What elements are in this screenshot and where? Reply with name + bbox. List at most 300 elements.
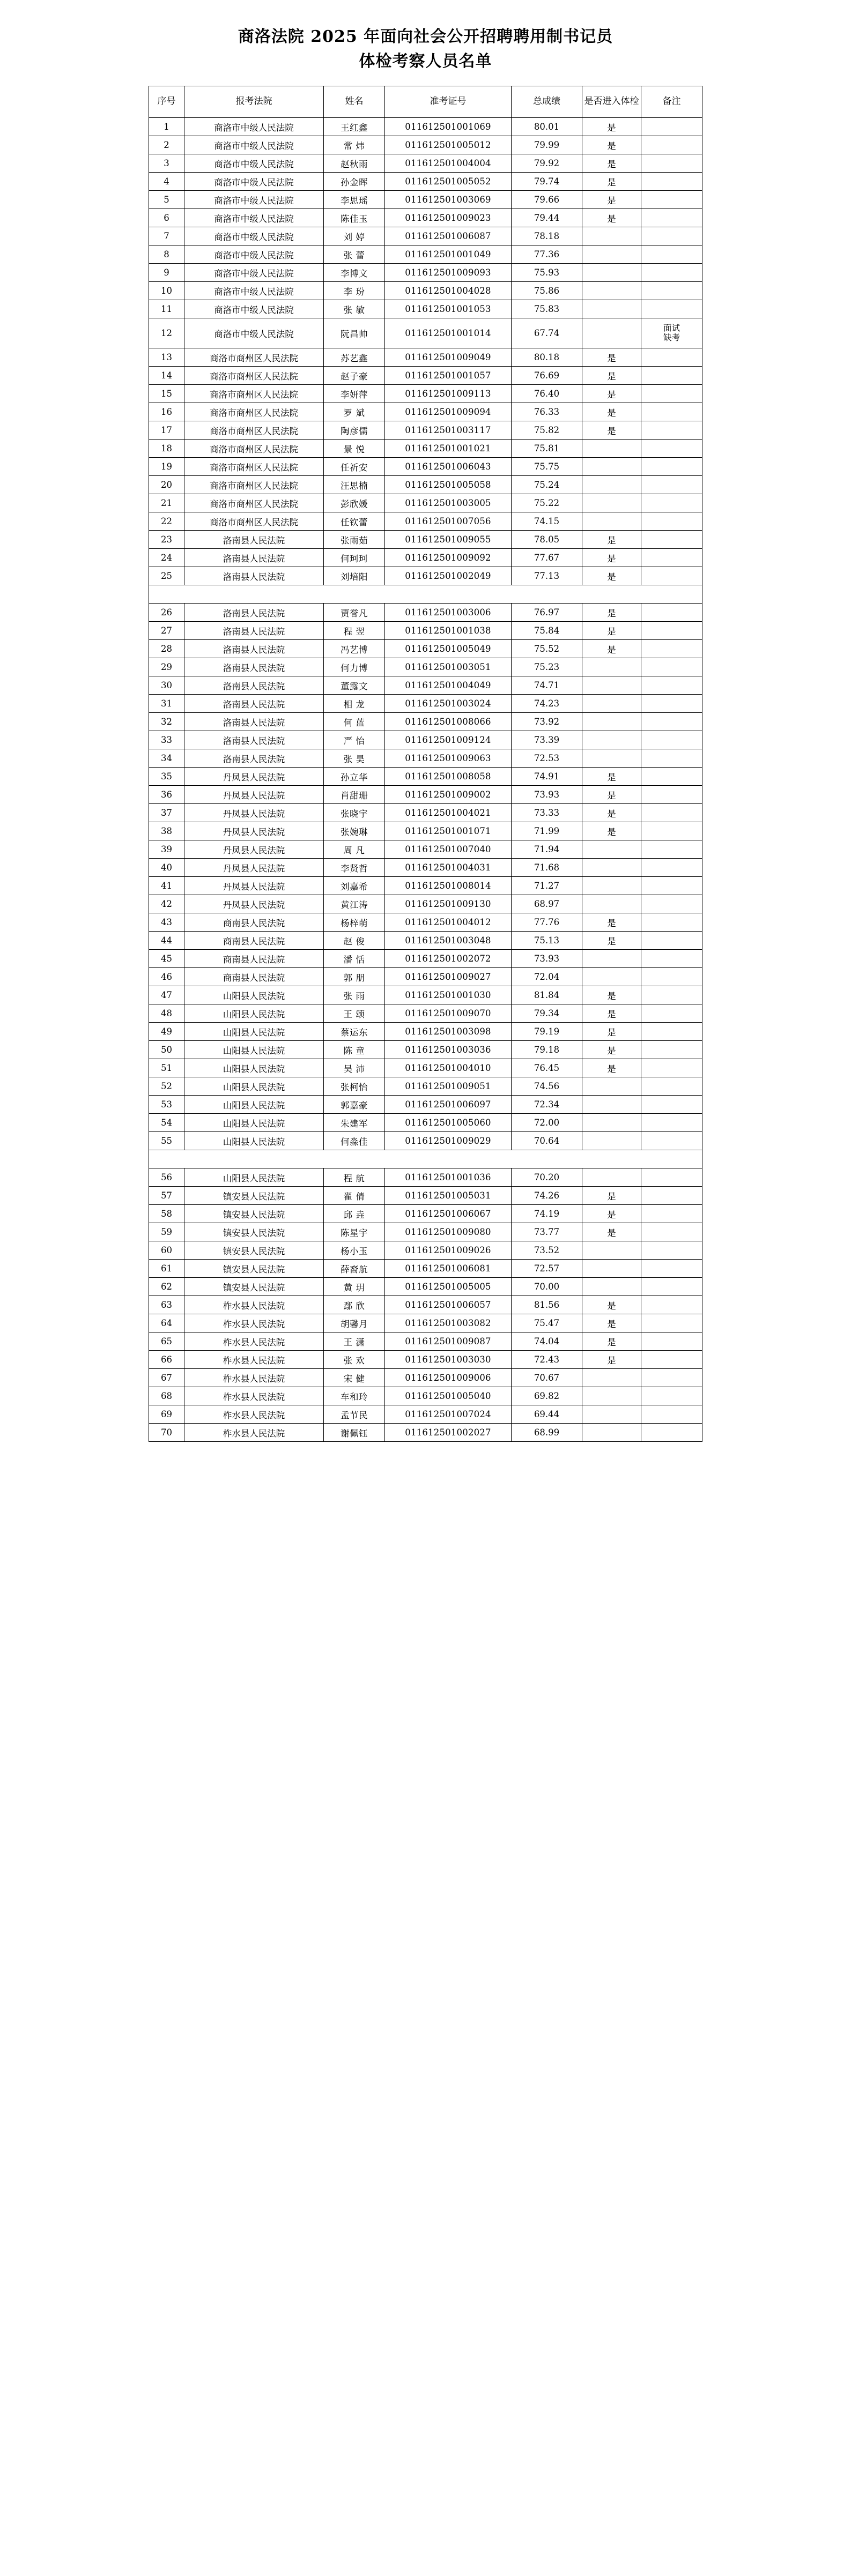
cell-name: 张柯怡 [324, 1077, 385, 1096]
cell-score: 71.27 [512, 877, 582, 895]
cell-name: 彭欣媛 [324, 494, 385, 512]
cell-name: 杨梓萌 [324, 913, 385, 932]
cell-remark [641, 877, 702, 895]
cell-exam [582, 1114, 641, 1132]
cell-exam: 是 [582, 622, 641, 640]
cell-seq: 57 [149, 1187, 184, 1205]
table-row [149, 1223, 702, 1241]
cell-exam: 是 [582, 913, 641, 932]
cell-seq: 36 [149, 786, 184, 804]
cell-score: 75.83 [512, 300, 582, 318]
cell-ticket: 011612501003024 [385, 695, 512, 713]
cell-ticket: 011612501001036 [385, 1168, 512, 1187]
cell-remark [641, 1296, 702, 1314]
cell-name: 何珂珂 [324, 549, 385, 567]
cell-remark [641, 136, 702, 154]
cell-court: 镇安县人民法院 [184, 1187, 324, 1205]
cell-name: 朱建军 [324, 1114, 385, 1132]
cell-exam: 是 [582, 118, 641, 136]
cell-remark [641, 859, 702, 877]
cell-score: 76.40 [512, 385, 582, 403]
cell-name: 赵 俊 [324, 932, 385, 950]
cell-exam [582, 658, 641, 676]
cell-score: 76.33 [512, 403, 582, 421]
cell-exam: 是 [582, 385, 641, 403]
cell-remark [641, 804, 702, 822]
cell-name: 贾誉凡 [324, 604, 385, 622]
cell-ticket: 011612501006081 [385, 1260, 512, 1278]
cell-score: 70.20 [512, 1168, 582, 1187]
cell-seq: 53 [149, 1096, 184, 1114]
cell-remark [641, 1332, 702, 1351]
cell-name: 刘培阳 [324, 567, 385, 585]
cell-exam: 是 [582, 1041, 641, 1059]
table-row [149, 1332, 702, 1351]
cell-seq: 10 [149, 282, 184, 300]
table-row [149, 1205, 702, 1223]
cell-exam: 是 [582, 1059, 641, 1077]
cell-ticket: 011612501003051 [385, 658, 512, 676]
cell-ticket: 011612501005005 [385, 1278, 512, 1296]
cell-ticket: 011612501007024 [385, 1405, 512, 1424]
cell-remark [641, 622, 702, 640]
cell-ticket: 011612501007056 [385, 512, 512, 531]
cell-score: 71.99 [512, 822, 582, 840]
cell-score: 74.71 [512, 676, 582, 695]
cell-score: 73.93 [512, 950, 582, 968]
cell-name: 孙立华 [324, 768, 385, 786]
cell-score: 73.33 [512, 804, 582, 822]
column-header-remark: 备注 [641, 86, 702, 118]
cell-remark [641, 440, 702, 458]
cell-exam: 是 [582, 1314, 641, 1332]
cell-court: 镇安县人民法院 [184, 1223, 324, 1241]
cell-court: 洛南县人民法院 [184, 622, 324, 640]
cell-court: 山阳县人民法院 [184, 1059, 324, 1077]
cell-remark [641, 1059, 702, 1077]
cell-court: 镇安县人民法院 [184, 1278, 324, 1296]
cell-ticket: 011612501003036 [385, 1041, 512, 1059]
cell-remark [641, 421, 702, 440]
cell-score: 79.92 [512, 154, 582, 173]
cell-remark [641, 367, 702, 385]
cell-name: 黄江涛 [324, 895, 385, 913]
cell-name: 李 玢 [324, 282, 385, 300]
cell-ticket: 011612501005060 [385, 1114, 512, 1132]
cell-score: 77.13 [512, 567, 582, 585]
cell-score: 68.99 [512, 1424, 582, 1442]
cell-remark [641, 476, 702, 494]
table-row [149, 245, 702, 264]
cell-remark [641, 713, 702, 731]
cell-exam [582, 731, 641, 749]
table-row [149, 1132, 702, 1150]
cell-ticket: 011612501009026 [385, 1241, 512, 1260]
cell-court: 商洛市商州区人民法院 [184, 403, 324, 421]
cell-exam: 是 [582, 549, 641, 567]
cell-score: 73.77 [512, 1223, 582, 1241]
cell-seq: 60 [149, 1241, 184, 1260]
cell-score: 74.91 [512, 768, 582, 786]
cell-seq: 66 [149, 1351, 184, 1369]
table-row [149, 1059, 702, 1077]
cell-ticket: 011612501005052 [385, 173, 512, 191]
table-row [149, 658, 702, 676]
table-row [149, 403, 702, 421]
cell-court: 商洛市商州区人民法院 [184, 512, 324, 531]
cell-exam [582, 968, 641, 986]
cell-ticket: 011612501001014 [385, 318, 512, 348]
cell-seq: 26 [149, 604, 184, 622]
cell-seq: 59 [149, 1223, 184, 1241]
cell-exam [582, 458, 641, 476]
cell-ticket: 011612501009087 [385, 1332, 512, 1351]
cell-ticket: 011612501009029 [385, 1132, 512, 1150]
cell-name: 常 炜 [324, 136, 385, 154]
table-row [149, 1424, 702, 1442]
cell-ticket: 011612501004010 [385, 1059, 512, 1077]
table-row [149, 458, 702, 476]
cell-remark [641, 118, 702, 136]
cell-score: 70.67 [512, 1369, 582, 1387]
cell-score: 74.15 [512, 512, 582, 531]
cell-exam: 是 [582, 191, 641, 209]
cell-exam: 是 [582, 154, 641, 173]
cell-seq: 16 [149, 403, 184, 421]
cell-name: 罗 斌 [324, 403, 385, 421]
table-row [149, 440, 702, 458]
cell-seq: 5 [149, 191, 184, 209]
cell-score: 72.00 [512, 1114, 582, 1132]
table-row [149, 1114, 702, 1132]
cell-ticket: 011612501004031 [385, 859, 512, 877]
cell-score: 75.86 [512, 282, 582, 300]
cell-ticket: 011612501002027 [385, 1424, 512, 1442]
table-row [149, 859, 702, 877]
cell-remark [641, 549, 702, 567]
cell-court: 商南县人民法院 [184, 932, 324, 950]
cell-exam: 是 [582, 604, 641, 622]
cell-exam [582, 950, 641, 968]
cell-name: 周 凡 [324, 840, 385, 859]
cell-seq: 41 [149, 877, 184, 895]
cell-court: 丹凤县人民法院 [184, 859, 324, 877]
cell-seq: 7 [149, 227, 184, 245]
cell-seq: 12 [149, 318, 184, 348]
cell-remark [641, 786, 702, 804]
cell-exam: 是 [582, 986, 641, 1004]
table-header [149, 86, 702, 118]
cell-seq: 28 [149, 640, 184, 658]
cell-name: 李贤哲 [324, 859, 385, 877]
column-header-name: 姓名 [324, 86, 385, 118]
cell-score: 68.97 [512, 895, 582, 913]
cell-seq: 17 [149, 421, 184, 440]
cell-exam [582, 1096, 641, 1114]
cell-ticket: 011612501009023 [385, 209, 512, 227]
cell-name: 郭嘉豪 [324, 1096, 385, 1114]
cell-ticket: 011612501001038 [385, 622, 512, 640]
cell-court: 商南县人民法院 [184, 913, 324, 932]
cell-exam: 是 [582, 640, 641, 658]
cell-exam [582, 695, 641, 713]
cell-name: 王 颂 [324, 1004, 385, 1023]
table-row [149, 567, 702, 585]
table-row [149, 768, 702, 786]
cell-ticket: 011612501003048 [385, 932, 512, 950]
cell-remark [641, 458, 702, 476]
cell-score: 71.94 [512, 840, 582, 859]
cell-name: 赵秋雨 [324, 154, 385, 173]
cell-seq: 18 [149, 440, 184, 458]
cell-exam: 是 [582, 403, 641, 421]
cell-ticket: 011612501003030 [385, 1351, 512, 1369]
cell-remark [641, 245, 702, 264]
cell-name: 吴 沛 [324, 1059, 385, 1077]
cell-remark [641, 1351, 702, 1369]
cell-court: 商洛市中级人民法院 [184, 136, 324, 154]
cell-name: 任钦蕾 [324, 512, 385, 531]
cell-ticket: 011612501005031 [385, 1187, 512, 1205]
cell-court: 洛南县人民法院 [184, 713, 324, 731]
table-row [149, 968, 702, 986]
cell-court: 丹凤县人民法院 [184, 804, 324, 822]
cell-score: 77.67 [512, 549, 582, 567]
cell-ticket: 011612501001053 [385, 300, 512, 318]
cell-name: 孟节民 [324, 1405, 385, 1424]
cell-ticket: 011612501001030 [385, 986, 512, 1004]
table-row [149, 531, 702, 549]
cell-court: 洛南县人民法院 [184, 549, 324, 567]
cell-score: 67.74 [512, 318, 582, 348]
cell-court: 丹凤县人民法院 [184, 840, 324, 859]
cell-ticket: 011612501009006 [385, 1369, 512, 1387]
cell-remark [641, 731, 702, 749]
cell-seq: 40 [149, 859, 184, 877]
cell-exam [582, 245, 641, 264]
table-row [149, 840, 702, 859]
cell-name: 宋 健 [324, 1369, 385, 1387]
table-row [149, 622, 702, 640]
cell-score: 72.53 [512, 749, 582, 768]
cell-seq: 65 [149, 1332, 184, 1351]
cell-seq: 20 [149, 476, 184, 494]
cell-seq: 8 [149, 245, 184, 264]
cell-score: 73.93 [512, 786, 582, 804]
page-gap [149, 1150, 702, 1168]
cell-exam [582, 1241, 641, 1260]
cell-ticket: 011612501009002 [385, 786, 512, 804]
cell-remark [641, 1314, 702, 1332]
cell-court: 山阳县人民法院 [184, 1023, 324, 1041]
cell-remark [641, 658, 702, 676]
cell-remark [641, 209, 702, 227]
cell-score: 72.34 [512, 1096, 582, 1114]
cell-court: 商南县人民法院 [184, 968, 324, 986]
cell-name: 张晓宇 [324, 804, 385, 822]
cell-name: 翟 倩 [324, 1187, 385, 1205]
cell-exam [582, 227, 641, 245]
cell-name: 鄢 欣 [324, 1296, 385, 1314]
cell-exam [582, 440, 641, 458]
cell-court: 洛南县人民法院 [184, 531, 324, 549]
cell-remark [641, 676, 702, 695]
cell-seq: 37 [149, 804, 184, 822]
cell-court: 洛南县人民法院 [184, 658, 324, 676]
cell-ticket: 011612501003082 [385, 1314, 512, 1332]
cell-seq: 62 [149, 1278, 184, 1296]
cell-remark [641, 282, 702, 300]
cell-remark [641, 531, 702, 549]
table-row [149, 494, 702, 512]
cell-court: 山阳县人民法院 [184, 1096, 324, 1114]
cell-court: 商洛市商州区人民法院 [184, 385, 324, 403]
table-row [149, 986, 702, 1004]
cell-ticket: 011612501009049 [385, 348, 512, 367]
cell-name: 何 蓝 [324, 713, 385, 731]
cell-exam: 是 [582, 209, 641, 227]
cell-court: 商洛市中级人民法院 [184, 282, 324, 300]
cell-court: 丹凤县人民法院 [184, 786, 324, 804]
cell-ticket: 011612501009070 [385, 1004, 512, 1023]
cell-exam [582, 895, 641, 913]
cell-court: 柞水县人民法院 [184, 1424, 324, 1442]
cell-court: 镇安县人民法院 [184, 1241, 324, 1260]
cell-score: 75.23 [512, 658, 582, 676]
cell-exam: 是 [582, 804, 641, 822]
cell-ticket: 011612501005040 [385, 1387, 512, 1405]
cell-remark [641, 227, 702, 245]
cell-seq: 43 [149, 913, 184, 932]
cell-name: 何淼佳 [324, 1132, 385, 1150]
column-header-seq: 序号 [149, 86, 184, 118]
cell-seq: 6 [149, 209, 184, 227]
cell-exam: 是 [582, 1351, 641, 1369]
cell-name: 董露文 [324, 676, 385, 695]
cell-name: 李妍萍 [324, 385, 385, 403]
table-row [149, 604, 702, 622]
cell-score: 80.18 [512, 348, 582, 367]
cell-ticket: 011612501008014 [385, 877, 512, 895]
cell-name: 潘 恬 [324, 950, 385, 968]
cell-exam [582, 713, 641, 731]
cell-score: 75.82 [512, 421, 582, 440]
cell-seq: 42 [149, 895, 184, 913]
cell-remark [641, 1132, 702, 1150]
cell-exam [582, 1369, 641, 1387]
table-row [149, 191, 702, 209]
cell-exam [582, 318, 641, 348]
cell-name: 刘嘉希 [324, 877, 385, 895]
cell-ticket: 011612501001071 [385, 822, 512, 840]
cell-name: 汪思楠 [324, 476, 385, 494]
cell-ticket: 011612501006067 [385, 1205, 512, 1223]
table-row [149, 549, 702, 567]
table-row [149, 913, 702, 932]
table-row [149, 1296, 702, 1314]
cell-seq: 27 [149, 622, 184, 640]
cell-exam [582, 512, 641, 531]
table-row [149, 804, 702, 822]
cell-remark [641, 385, 702, 403]
cell-score: 74.26 [512, 1187, 582, 1205]
table-row [149, 173, 702, 191]
cell-remark [641, 1260, 702, 1278]
table-row [149, 154, 702, 173]
table-row [149, 1351, 702, 1369]
table-body [149, 118, 702, 1442]
cell-ticket: 011612501004049 [385, 676, 512, 695]
cell-exam: 是 [582, 136, 641, 154]
cell-seq: 50 [149, 1041, 184, 1059]
cell-score: 77.36 [512, 245, 582, 264]
cell-exam [582, 264, 641, 282]
cell-court: 洛南县人民法院 [184, 567, 324, 585]
cell-remark [641, 1077, 702, 1096]
cell-name: 王 潇 [324, 1332, 385, 1351]
cell-score: 69.82 [512, 1387, 582, 1405]
cell-remark [641, 264, 702, 282]
cell-name: 陶彦儒 [324, 421, 385, 440]
cell-name: 任祈安 [324, 458, 385, 476]
cell-court: 柞水县人民法院 [184, 1387, 324, 1405]
column-header-exam: 是否进入体检 [582, 86, 641, 118]
table-row [149, 1023, 702, 1041]
cell-seq: 58 [149, 1205, 184, 1223]
cell-remark [641, 604, 702, 622]
cell-seq: 2 [149, 136, 184, 154]
cell-name: 张 蕾 [324, 245, 385, 264]
cell-seq: 46 [149, 968, 184, 986]
table-row [149, 385, 702, 403]
cell-ticket: 011612501002072 [385, 950, 512, 968]
cell-court: 商洛市商州区人民法院 [184, 440, 324, 458]
cell-court: 丹凤县人民法院 [184, 768, 324, 786]
cell-score: 77.76 [512, 913, 582, 932]
page-gap-cell [149, 1150, 702, 1168]
cell-court: 商洛市中级人民法院 [184, 318, 324, 348]
table-row [149, 421, 702, 440]
cell-name: 李思瑶 [324, 191, 385, 209]
cell-remark [641, 173, 702, 191]
cell-seq: 51 [149, 1059, 184, 1077]
cell-seq: 13 [149, 348, 184, 367]
cell-score: 72.04 [512, 968, 582, 986]
cell-seq: 31 [149, 695, 184, 713]
cell-court: 商洛市中级人民法院 [184, 173, 324, 191]
cell-seq: 68 [149, 1387, 184, 1405]
cell-remark [641, 494, 702, 512]
table-row [149, 749, 702, 768]
table-row [149, 1077, 702, 1096]
cell-seq: 11 [149, 300, 184, 318]
cell-score: 75.52 [512, 640, 582, 658]
cell-court: 柞水县人民法院 [184, 1296, 324, 1314]
cell-name: 蔡运东 [324, 1023, 385, 1041]
cell-court: 商洛市中级人民法院 [184, 227, 324, 245]
cell-court: 山阳县人民法院 [184, 1168, 324, 1187]
cell-seq: 69 [149, 1405, 184, 1424]
table-row [149, 695, 702, 713]
cell-seq: 22 [149, 512, 184, 531]
cell-ticket: 011612501003069 [385, 191, 512, 209]
cell-name: 黄 玥 [324, 1278, 385, 1296]
cell-court: 柞水县人民法院 [184, 1351, 324, 1369]
table-row [149, 512, 702, 531]
cell-ticket: 011612501009093 [385, 264, 512, 282]
cell-ticket: 011612501002049 [385, 567, 512, 585]
cell-score: 79.66 [512, 191, 582, 209]
